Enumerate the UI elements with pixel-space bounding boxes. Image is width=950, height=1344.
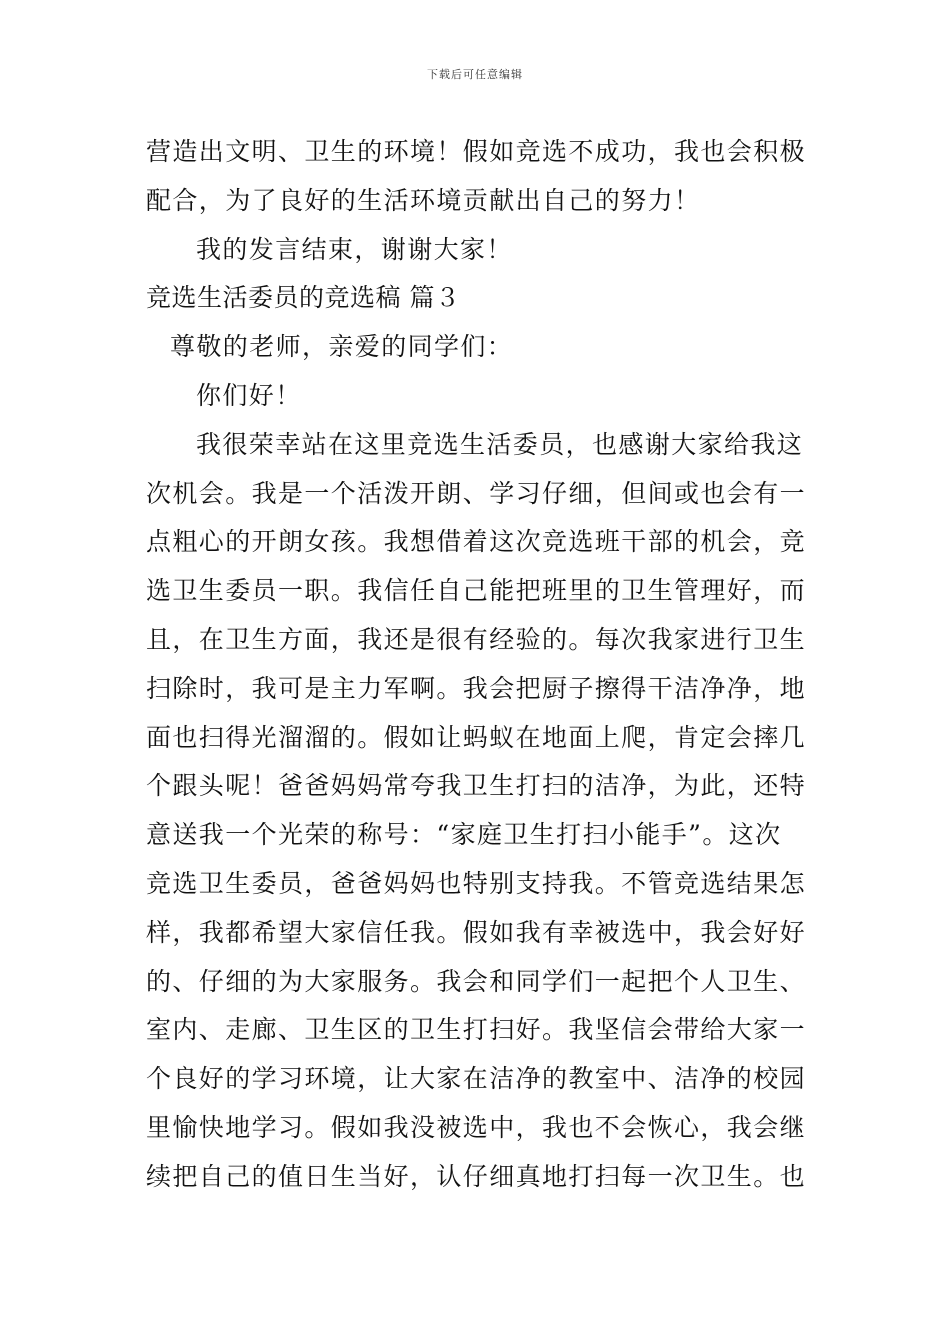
document-body (146, 128, 810, 1202)
text-line: 的、仔细的为大家服务。我会和同学们一起把个人卫生、 (146, 966, 807, 996)
text-line: 营造出文明、卫生的环境！假如竞选不成功，我也会积极 (146, 137, 807, 166)
text-line: 你们好！ (196, 380, 302, 410)
text-line: 选卫生委员一职。我信任自己能把班里的卫生管理好，而 (146, 576, 807, 606)
text-line: 配合，为了良好的生活环境贡献出自己的努力！ (146, 185, 701, 215)
text-line: 次机会。我是一个活泼开朗、学习仔细，但间或也会有一 (146, 478, 807, 508)
text-line: 意送我一个光荣的称号：“家庭卫生打扫小能手”。这次 (146, 820, 782, 850)
text-line: 且，在卫生方面，我还是很有经验的。每次我家进行卫生 (146, 624, 807, 654)
text-line: 个良好的学习环境，让大家在洁净的教室中、洁净的校园 (146, 1064, 807, 1094)
text-line: 扫除时，我可是主力军啊。我会把厨子擦得干洁净净，地 (146, 673, 807, 703)
text-line: 我很荣幸站在这里竞选生活委员，也感谢大家给我这 (196, 429, 804, 459)
text-line: 点粗心的开朗女孩。我想借着这次竞选班干部的机会，竞 (146, 527, 807, 557)
text-line: 续把自己的值日生当好，认仔细真地打扫每一次卫生。也 (146, 1161, 807, 1191)
text-line: 个跟头呢！爸爸妈妈常夸我卫生打扫的洁净，为此，还特 (146, 771, 807, 801)
text-line: 竞选卫生委员，爸爸妈妈也特别支持我。不管竞选结果怎 (146, 868, 807, 898)
section-title: 竞选生活委员的竞选稿 篇３ (146, 283, 461, 313)
text-line: 尊敬的老师，亲爱的同学们： (170, 332, 514, 362)
text-line: 我的发言结束，谢谢大家！ (196, 234, 513, 264)
text-line: 样，我都希望大家信任我。假如我有幸被选中，我会好好 (146, 917, 807, 947)
text-line: 室内、走廊、卫生区的卫生打扫好。我坚信会带给大家一 (146, 1015, 807, 1045)
page-header: 下载后可任意编辑 (427, 68, 523, 81)
text-line: 里愉快地学习。假如我没被选中，我也不会恢心，我会继 (146, 1112, 807, 1142)
text-line: 面也扫得光溜溜的。假如让蚂蚁在地面上爬，肯定会摔几 (146, 722, 807, 752)
